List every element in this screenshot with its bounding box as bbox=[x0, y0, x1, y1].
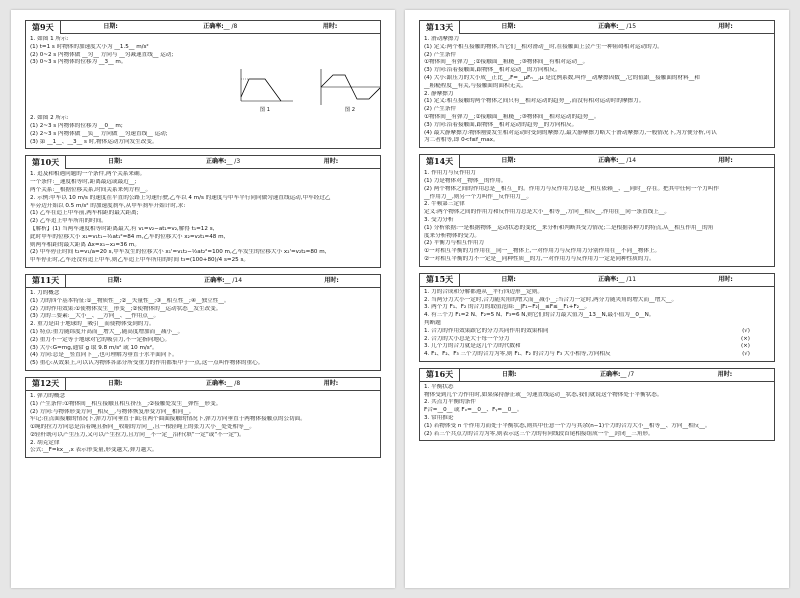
day-header bbox=[26, 156, 380, 169]
line-text: 3. 受力分析 bbox=[424, 216, 454, 223]
line-text: 2. 胡克定律 bbox=[30, 439, 60, 446]
day-section bbox=[419, 368, 775, 442]
text-line bbox=[420, 67, 774, 75]
line-text: __作用力__,则另一个力叫作__反作用力__。 bbox=[424, 193, 533, 200]
text-line bbox=[420, 217, 774, 225]
day-section bbox=[25, 274, 381, 371]
day-content bbox=[420, 34, 774, 147]
line-text: 一个条件:__速度相等时,距离最远或最近__; bbox=[30, 179, 137, 186]
day-title: 第12天 bbox=[26, 377, 66, 390]
text-line bbox=[420, 75, 774, 83]
text-line bbox=[26, 432, 380, 440]
text-line bbox=[420, 431, 774, 439]
time-label: 用时: bbox=[322, 22, 338, 30]
day-content bbox=[420, 382, 774, 441]
left-page bbox=[11, 10, 395, 588]
text-line bbox=[420, 91, 774, 99]
text-line bbox=[26, 424, 380, 432]
line-text: (1) 特点:重力随纬度升高而__增大__,随高度增加而__减小__。 bbox=[30, 328, 184, 335]
rate-label: 正确率: bbox=[598, 22, 619, 30]
line-text: __粗糙程度__有关,与接触面的面积无关。 bbox=[424, 82, 527, 89]
rate-label: 正确率: bbox=[203, 22, 224, 30]
right-page bbox=[405, 10, 789, 588]
line-text: (1) 2~3 s 内物体的位移为 __0__ m; bbox=[30, 122, 123, 129]
day-stats bbox=[460, 23, 774, 31]
text-line bbox=[26, 187, 380, 195]
day-section bbox=[419, 20, 775, 148]
text-line bbox=[26, 440, 380, 448]
text-line bbox=[420, 194, 774, 202]
line-text: (1) 产生条件:①物体间__相互接触且相互挤压__;②接触处发生__弹性__形变。 bbox=[30, 400, 222, 407]
text-line bbox=[26, 360, 380, 368]
time-label: 用时: bbox=[324, 276, 339, 284]
day-section bbox=[419, 273, 775, 362]
line-text: (2) 0~2 s 内物体做 __匀__ 方向与 __匀减速直线__ 运动; bbox=[30, 51, 174, 58]
line-text: (5) 重心:从效果上,可以认为物体各部分所受重力的作用都集中于一点,这一点叫作物体的重心。 bbox=[30, 360, 264, 367]
date-label: 日期: bbox=[107, 158, 123, 166]
line-text: (2) 方向:与物体形变方向__相反__,与物体恢复形变方向__相同__。 bbox=[30, 408, 195, 415]
line-text: 1. 追及和相遇问题的一个条件,两个关系来确。 bbox=[30, 171, 146, 178]
line-text: 甲车停止时,乙车还没有追上甲车,则乙车追上甲车所用的时间 t₃=(100+80)/4 s=25 s。 bbox=[30, 257, 249, 264]
text-line bbox=[26, 352, 380, 360]
rate-label: 正确率: bbox=[204, 276, 225, 284]
day-stats bbox=[460, 371, 774, 379]
line-text: 2. 如图 2 所示: bbox=[30, 115, 69, 122]
text-line bbox=[26, 416, 380, 424]
day-header bbox=[26, 378, 380, 391]
day-header bbox=[26, 21, 380, 34]
text-line bbox=[420, 297, 774, 305]
text-line bbox=[26, 401, 380, 409]
line-text: 判断题 bbox=[424, 319, 441, 326]
date-label: 日期: bbox=[501, 275, 516, 283]
day-content bbox=[26, 34, 380, 148]
text-line bbox=[420, 336, 774, 344]
text-line bbox=[420, 44, 774, 52]
line-text: 2. 共点力平衡的条件 bbox=[424, 399, 476, 406]
time-label: 用时: bbox=[718, 156, 733, 164]
text-line bbox=[420, 36, 774, 44]
text-line bbox=[420, 248, 774, 256]
rate-label: 正确率: bbox=[205, 158, 227, 166]
line-text: 为二者相等,即 0<f≤f_max。 bbox=[424, 137, 499, 144]
text-line bbox=[420, 106, 774, 114]
text-line bbox=[26, 226, 380, 234]
rate-group bbox=[204, 277, 242, 285]
day-header bbox=[420, 369, 774, 382]
text-line bbox=[26, 249, 380, 257]
rate-group bbox=[600, 371, 634, 379]
text-line bbox=[420, 122, 774, 130]
time-label: 用时: bbox=[718, 275, 733, 283]
rate-label: 正确率: bbox=[598, 156, 619, 164]
date-label: 日期: bbox=[103, 22, 118, 30]
line-text: (3) 第 __1__、__3__ s 时,物体运动方向发生改变。 bbox=[30, 138, 158, 145]
line-text: (1) 力的四个基本特征:①__物质性__;②__矢量性__;③__相互性__;④__独立性__。 bbox=[30, 297, 230, 304]
figure-1-caption: 图 1 bbox=[259, 107, 271, 114]
day-title: 第10天 bbox=[26, 156, 66, 169]
line-text: 2. 牛顿第三定律 bbox=[424, 201, 465, 208]
text-line bbox=[420, 328, 774, 336]
text-line bbox=[420, 225, 774, 233]
line-text: 则两车相距的最大距离 Δx=x₁−x₂=36 m。 bbox=[30, 241, 140, 248]
line-text: ①绳的拉力方向总是沿着绳且指向__收缩的方向__,且一根轻绳上的张力大小__处处相等__。 bbox=[30, 424, 255, 431]
text-line bbox=[26, 131, 380, 139]
rate-group bbox=[206, 158, 240, 166]
text-line bbox=[26, 447, 380, 455]
text-line bbox=[26, 345, 380, 353]
text-line bbox=[26, 195, 380, 203]
line-text: (1) 若物体受 n 个作用力而处于平衡状态,则其中任意一个力与其余(n−1)个力的合力大小__相等__、方向__相反__。 bbox=[424, 422, 711, 429]
text-line bbox=[26, 179, 380, 187]
rate-group bbox=[598, 157, 636, 165]
text-line bbox=[26, 290, 380, 298]
text-line bbox=[420, 209, 774, 217]
text-line bbox=[420, 201, 774, 209]
line-text: (1) t=1 s 时物体的加速度大小为 __1.5__ m/s² bbox=[30, 43, 149, 50]
line-text: (2) 力的作用效果:①使物体发生__形变__;②使物体的__运动状态__发生改变。 bbox=[30, 305, 222, 312]
line-text: 1. 滑动摩擦力 bbox=[424, 36, 460, 42]
line-text: (3) 力的三要素:__大小__、__方向__、__作用点__。 bbox=[30, 313, 160, 320]
rate-group bbox=[203, 23, 237, 31]
line-text: (2) 2~3 s 内物体做 __负__ 方向做 __匀速直线__ 运动; bbox=[30, 130, 168, 137]
day-stats bbox=[66, 158, 380, 166]
text-line bbox=[420, 52, 774, 60]
text-line bbox=[420, 170, 774, 178]
text-line bbox=[420, 423, 774, 431]
text-line bbox=[420, 130, 774, 138]
line-text: 车旁边开始以 0.5 m/s² 的加速度刹车,从甲车刹车开始计时,求: bbox=[30, 202, 186, 209]
rate-label: 正确率: bbox=[599, 370, 621, 378]
text-line bbox=[420, 415, 774, 423]
day-header bbox=[420, 21, 774, 34]
line-text: (3) 0~3 s 内物体的位移为 __3__ m。 bbox=[30, 59, 127, 66]
day-title: 第11天 bbox=[26, 274, 66, 287]
day-section bbox=[25, 155, 381, 268]
judgement-mark: (√) bbox=[742, 327, 750, 334]
rate-label: 正确率: bbox=[598, 275, 619, 283]
line-text: 1. 作用力与反作用力 bbox=[424, 170, 476, 177]
day-stats bbox=[460, 276, 774, 284]
rate-group bbox=[598, 23, 636, 31]
line-text: 3. 两个力 F₁、F₂ 的合力的取值范围:__|F₁−F₂|__≤F≤__F₁+F₂__。 bbox=[424, 304, 591, 311]
text-line bbox=[420, 137, 774, 145]
day-stats bbox=[66, 380, 380, 388]
rate-total: __ /8 bbox=[226, 379, 241, 387]
line-text: 3. 常用推论 bbox=[424, 415, 454, 422]
day-stats bbox=[460, 157, 774, 165]
day-content bbox=[26, 288, 380, 370]
line-text: 【解析】(1) 当两车速度相等时距离最大,有 v₁=v₂−at₁=v₂,解得 t₁=12 s, bbox=[30, 225, 215, 232]
day-section bbox=[419, 154, 775, 267]
date-label: 日期: bbox=[107, 379, 123, 387]
text-line bbox=[26, 171, 380, 179]
text-line bbox=[26, 409, 380, 417]
graphs bbox=[30, 67, 376, 115]
rate-total: __ /8 bbox=[223, 22, 238, 30]
line-text: (1) 乙车在追上甲车前,两车相距的最大距离; bbox=[30, 210, 139, 217]
date-label: 日期: bbox=[501, 370, 517, 378]
rate-label: 正确率: bbox=[205, 379, 227, 387]
line-text: (4) 最大静摩擦力:物体刚要发生相对运动时受到的摩擦力,最大静摩擦力略大于滑动摩擦力,一般情况下,为方便分析,可认 bbox=[424, 129, 717, 136]
day-title: 第14天 bbox=[420, 155, 460, 168]
line-text: 2. 示例:甲车以 10 m/s 的速度在平直的公路上匀速行驶,乙车以 4 m/s 的速度与甲车平行同向做匀速直线运动,甲车经过乙 bbox=[30, 194, 331, 201]
line-text: 2. 静摩擦力 bbox=[424, 90, 454, 97]
day-title: 第9天 bbox=[26, 21, 61, 34]
text-line bbox=[26, 36, 380, 44]
day-title: 第15天 bbox=[420, 273, 460, 286]
line-text: (2) 产生条件 bbox=[424, 51, 457, 58]
line-text: (2) 产生条件 bbox=[424, 106, 457, 113]
text-line bbox=[26, 52, 380, 60]
line-text: 两个关系:__根据位移关系,时间关系来列方程__。 bbox=[30, 186, 152, 193]
text-line bbox=[26, 203, 380, 211]
line-text: ①一对相互平衡的力作用在__同一__物体上,一对作用力与反作用力分别作用在__不同__物体上。 bbox=[424, 248, 661, 255]
line-text: (3) 大小:G=mg,通常 g 取 9.8 m/s² 或 10 m/s²。 bbox=[30, 344, 158, 351]
rate-group bbox=[598, 276, 636, 284]
line-text: (1) 分析依据:一是根据物体__运动状态的变化__来分析和判断其受力情况;二是根据各种力的特点,从__相互作用__的角 bbox=[424, 224, 714, 231]
text-line bbox=[420, 83, 774, 91]
text-line bbox=[26, 242, 380, 250]
day-section bbox=[25, 377, 381, 458]
text-line bbox=[420, 178, 774, 186]
date-label: 日期: bbox=[107, 276, 122, 284]
rate-total: __ /3 bbox=[226, 158, 241, 166]
day-header bbox=[420, 274, 774, 287]
text-line bbox=[420, 320, 774, 328]
line-text: (1) 力是物体对__物体__的作用。 bbox=[424, 177, 507, 184]
day-header bbox=[420, 155, 774, 168]
line-text: (2) 甲车停止时间 t₂=v₁/a=20 s,甲车发生的位移大小 x₁'=v₁t₂−½at₂²=100 m,乙车发生的位移大小 x₂'=v₂t₂=80 m, bbox=[30, 249, 327, 256]
text-line bbox=[26, 321, 380, 329]
line-text: ①物体间__有弹力__;②接触面__粗糙__;③物体间__相对运动的趋势__。 bbox=[424, 113, 600, 120]
text-line bbox=[420, 351, 774, 359]
text-line bbox=[26, 234, 380, 242]
rate-total: __ /14 bbox=[224, 276, 243, 284]
time-label: 用时: bbox=[323, 158, 339, 166]
line-text: (2) 乙车追上甲车所用的时间。 bbox=[30, 218, 107, 225]
line-text: 1. 平衡状态 bbox=[424, 383, 454, 390]
time-label: 用时: bbox=[717, 370, 733, 378]
text-line bbox=[26, 329, 380, 337]
text-line bbox=[26, 218, 380, 226]
time-label: 用时: bbox=[323, 379, 339, 387]
rate-total: __ /7 bbox=[620, 370, 635, 378]
line-text: (2) 平衡力与相互作用力 bbox=[424, 240, 485, 247]
text-line bbox=[26, 115, 380, 123]
line-text: 物体受到几个力作用时,如果保持静止或__匀速直线运动__状态,我们就说这个物体处于平衡状态。 bbox=[424, 391, 663, 398]
line-text: 1. 弹力的概念 bbox=[30, 392, 66, 399]
line-text: ②轻杆既可以产生压力,又可以产生拉力,且方向__不一定__沿杆(填“一定”或“不一定”)。 bbox=[30, 431, 245, 438]
day-content bbox=[26, 391, 380, 457]
text-line bbox=[26, 313, 380, 321]
line-text: 1. 合力的作用效果跟它的分力共同作用的效果相同 bbox=[424, 327, 549, 334]
line-text: ①物体间__有弹力__;②接触面__粗糙__;③物体间__有相对运动__。 bbox=[424, 59, 589, 66]
line-text: (4) 方向:总是__竖直向下__,也可理解为垂直于水平面向下。 bbox=[30, 352, 178, 359]
line-text: (1) 定义:相互接触的两个物体之间只有__相对运动的趋势__,而没有相对运动时的摩擦力。 bbox=[424, 98, 645, 105]
day-content bbox=[420, 168, 774, 266]
text-line bbox=[420, 233, 774, 241]
day-stats bbox=[61, 23, 380, 31]
date-label: 日期: bbox=[501, 156, 516, 164]
text-line bbox=[420, 399, 774, 407]
rate-group bbox=[206, 380, 240, 388]
line-text: (1) 定义:两个相互接触的物体,当它们__相对滑动__时,在接触面上会产生一种阻碍相对运动的力。 bbox=[424, 43, 663, 50]
line-text: 1. 力的概念 bbox=[30, 289, 60, 296]
line-text: 度来分析物体的受力。 bbox=[424, 232, 480, 239]
day-content bbox=[420, 287, 774, 361]
text-line bbox=[420, 289, 774, 297]
text-line bbox=[420, 312, 774, 320]
line-text: 1. 力的合成和分解都遵从__平行四边形__定则。 bbox=[424, 288, 543, 295]
day-title: 第16天 bbox=[420, 368, 460, 381]
text-line bbox=[26, 59, 380, 67]
rate-total: __ /15 bbox=[618, 22, 637, 30]
day-title: 第13天 bbox=[420, 21, 460, 34]
line-text: (3) 方向:沿着接触面,跟物体__相对运动__的方向相反。 bbox=[424, 67, 561, 74]
line-text: 2. 合力的大小总是大于每一个分力 bbox=[424, 335, 510, 342]
line-text: 牢记:在点面接触的情况下,弹力方向垂直于面;在两个曲面接触的情况下,弹力方向垂直于两物体接触点的公切面。 bbox=[30, 416, 306, 423]
date-label: 日期: bbox=[501, 22, 516, 30]
line-text: 公式:__F=kx__,x 表示形变量,形变越大,弹力越大。 bbox=[30, 447, 158, 454]
text-line bbox=[26, 337, 380, 345]
figure-1 bbox=[235, 67, 295, 114]
text-line bbox=[26, 44, 380, 52]
line-text: (3) 方向:沿着接触面,跟物体__相对运动的趋势__的方向相反。 bbox=[424, 121, 578, 128]
day-stats bbox=[66, 277, 380, 285]
text-line bbox=[420, 256, 774, 264]
judgement-mark: (×) bbox=[740, 335, 750, 342]
text-line bbox=[420, 304, 774, 312]
text-line bbox=[420, 186, 774, 194]
line-text: 4. F₁、F₂、F₃ 三个力的合力为零,则 F₁、F₂ 的合力与 F₃ 大小相等,方向相反 bbox=[424, 351, 611, 358]
line-text: ②一对相互平衡的力不一定是__同种性质__的力,一对作用力与反作用力一定是同种性质的力。 bbox=[424, 255, 655, 262]
rate-total: __ /14 bbox=[618, 156, 637, 164]
text-line bbox=[26, 123, 380, 131]
day-section bbox=[25, 20, 381, 149]
time-label: 用时: bbox=[718, 22, 733, 30]
text-line bbox=[420, 240, 774, 248]
text-line bbox=[26, 139, 380, 147]
figure-2-caption: 图 2 bbox=[344, 107, 356, 114]
line-text: 2. 当两分力大小一定时,合力随夹角的增大而__减小__;当合力一定时,两分力随夹角的增大而__增大__。 bbox=[424, 296, 678, 303]
line-text: (4) 大小:跟压力的大小成__正比__,F=__μFₙ__,μ 是比例系数,叫作__动摩擦因数__,它的值跟__接触面的材料__和 bbox=[424, 74, 700, 81]
line-text: 此时甲车的位移大小 x₁=v₁t₁−½at₁²=84 m,乙车的位移大小 x₂=v₂t₁=48 m, bbox=[30, 233, 226, 240]
text-line bbox=[420, 343, 774, 351]
text-line bbox=[26, 257, 380, 265]
line-text: F合=__0__ 或 Fₓ=__0__、Fᵧ=__0__。 bbox=[424, 407, 523, 414]
line-text: 2. 重力是由于地球的__吸引__而使物体受到的力。 bbox=[30, 321, 155, 328]
day-header bbox=[26, 275, 380, 288]
judgement-mark: (√) bbox=[742, 351, 750, 358]
text-line bbox=[26, 298, 380, 306]
text-line bbox=[420, 59, 774, 67]
text-line bbox=[26, 306, 380, 314]
rate-total: __ /11 bbox=[618, 275, 637, 283]
line-text: (2) 若三个共点力的合力为零,则表示这三个力的有向线段首尾相接组成一个__封闭__三角形。 bbox=[424, 430, 654, 437]
day-content bbox=[26, 169, 380, 267]
judgement-mark: (×) bbox=[740, 343, 750, 350]
text-line bbox=[420, 407, 774, 415]
text-line bbox=[420, 392, 774, 400]
figure-2 bbox=[315, 67, 381, 114]
text-line bbox=[26, 393, 380, 401]
line-text: (2) 重力不一定等于地球对它的吸引力,不一定指向地心。 bbox=[30, 336, 171, 343]
line-text: 1. 如图 1 所示: bbox=[30, 36, 69, 42]
text-line bbox=[420, 114, 774, 122]
text-line bbox=[420, 384, 774, 392]
line-text: (2) 两个物体之间的作用总是__相互__的。作用力与反作用力总是__相互依赖__、__同时__存在。把其中任何一个力叫作 bbox=[424, 185, 719, 192]
line-text: 3. 几个力的合力就是这几个力的代数和 bbox=[424, 343, 521, 350]
text-line bbox=[420, 98, 774, 106]
text-line bbox=[26, 210, 380, 218]
line-text: 定义:两个物体之间的作用力和反作用力总是大小__相等__,方向__相反__,作用在__同一条直线上__。 bbox=[424, 209, 670, 216]
line-text: 4. 有三个力 F₁=2 N、F₂=5 N、F₃=6 N,则它们的合力最大值为__13__N,最小值为__0__N。 bbox=[424, 312, 655, 319]
